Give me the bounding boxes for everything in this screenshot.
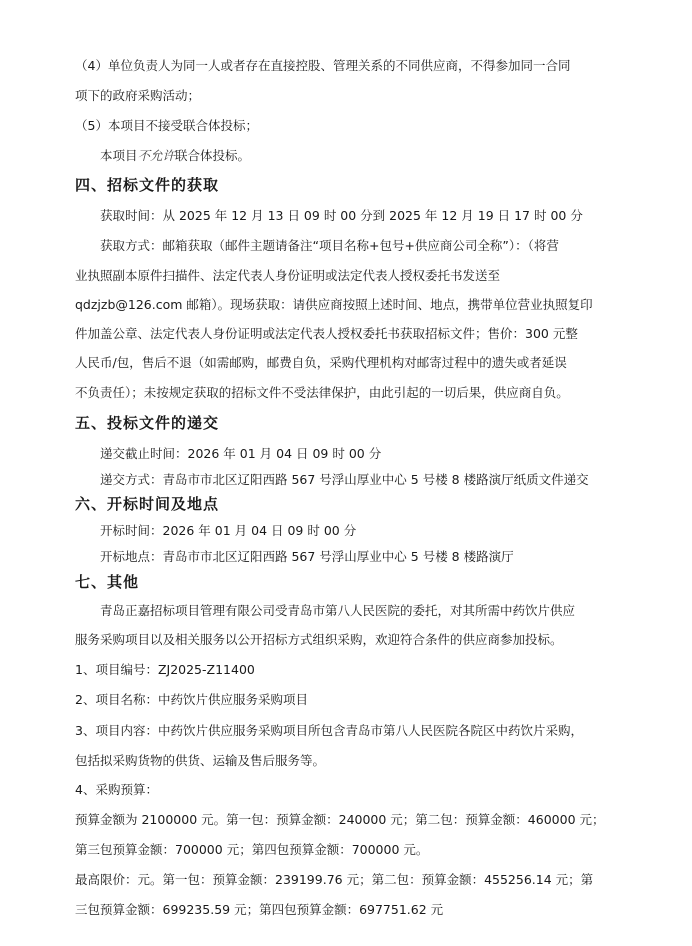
section-7-heading: 七、其他 [75, 573, 140, 591]
section-4-method-line-1: 获取方式：邮箱获取（邮件主题请备注“项目名称+包号+供应商公司全称”）：（将营 [100, 238, 559, 253]
item-3-line-2: 包括拟采购货物的供货、运输及售后服务等。 [75, 753, 326, 768]
section-5-deadline: 递交截止时间：2026 年 01 月 04 日 09 时 00 分 [100, 446, 382, 461]
section-6-time: 开标时间：2026 年 01 月 04 日 09 时 00 分 [100, 523, 357, 538]
section-4-heading: 四、招标文件的获取 [75, 176, 220, 194]
section-4-method-line-3: qdzjzb@126.com 邮箱）。现场获取：请供应商按照上述时间、地点，携带单位营业执照复印 [75, 297, 593, 312]
section-5-heading: 五、投标文件的递交 [75, 414, 220, 432]
clause-4-line-2: 项下的政府采购活动； [75, 88, 201, 103]
item-1: 1、项目编号：ZJ2025-Z11400 [75, 662, 255, 677]
section-4-method-line-4: 件加盖公章、法定代表人身份证明或法定代表人授权委托书获取招标文件；售价：300 元整 [75, 326, 578, 341]
max-price-line-1: 最高限价：元。第一包：预算金额：239199.76 元；第二包：预算金额：455256.14 元；第 [75, 872, 594, 887]
section-4-method-line-2: 业执照副本原件扫描件、法定代表人身份证明或法定代表人授权委托书发送至 [75, 268, 501, 283]
item-3-line-1: 3、项目内容：中药饮片供应服务采购项目所包含青岛市第八人民医院各院区中药饮片采购， [75, 723, 583, 738]
section-4-time: 获取时间：从 2025 年 12 月 13 日 09 时 00 分到 2025 年 12 月 19 日 17 时 00 分 [100, 208, 583, 223]
section-7-intro-line-2: 服务采购项目以及相关服务以公开招标方式组织采购，欢迎符合条件的供应商参加投标。 [75, 632, 563, 647]
section-6-place: 开标地点：青岛市市北区辽阳西路 567 号浮山厚业中心 5 号楼 8 楼路演厅 [100, 549, 514, 564]
section-5-place: 递交方式：青岛市市北区辽阳西路 567 号浮山厚业中心 5 号楼 8 楼路演厅纸质文件递交 [100, 472, 589, 487]
clause-5-note [100, 148, 615, 164]
section-4-method-line-5: 人民币/包，售后不退（如需邮购，邮费自负，采购代理机构对邮寄过程中的遗失或者延误 [75, 355, 567, 370]
clause-5-note-a: 本项目 [100, 148, 138, 163]
item-2: 2、项目名称：中药饮片供应服务采购项目 [75, 692, 308, 707]
item-4: 4、采购预算： [75, 782, 158, 797]
section-6-heading: 六、开标时间及地点 [75, 495, 220, 513]
section-4-method-line-6: 不负责任）；未按规定获取的招标文件不受法律保护，由此引起的一切后果，供应商自负。 [75, 385, 569, 400]
max-price-line-2: 三包预算金额：699235.59 元；第四包预算金额：697751.62 元 [75, 902, 444, 917]
budget-line-1: 预算金额为 2100000 元。第一包：预算金额：240000 元；第二包：预算金额：460000 元； [75, 812, 605, 827]
section-7-intro-line-1: 青岛正嘉招标项目管理有限公司受青岛市第八人民医院的委托，对其所需中药饮片供应 [100, 603, 576, 618]
budget-line-2: 第三包预算金额：700000 元；第四包预算金额：700000 元。 [75, 842, 429, 857]
clause-5-note-c: 联合体投标。 [175, 148, 251, 163]
clause-4-line-1: （4）单位负责人为同一人或者存在直接控股、管理关系的不同供应商，不得参加同一合同 [75, 58, 571, 73]
clause-5-note-b: 不允许 [137, 148, 176, 163]
clause-5: （5）本项目不接受联合体投标； [75, 118, 258, 133]
